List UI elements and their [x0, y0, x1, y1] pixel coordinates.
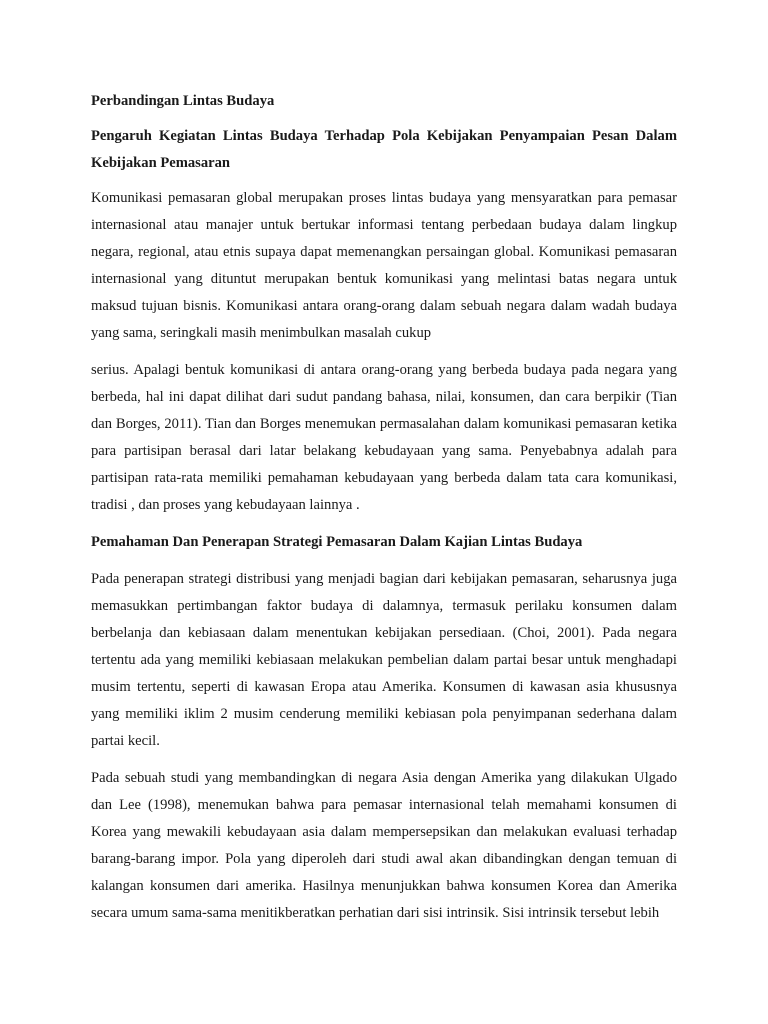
paragraph-4: Pada sebuah studi yang membandingkan di negara Asia dengan Amerika yang dilakukan Ulgado dan Lee (1998), menemukan bahwa para pemasar internasional telah memahami konsumen di Korea yang mewakili kebudayaan asia dalam mempersepsikan dan melakukan evaluasi terhadap barang-barang impor. Pola yang diperoleh dari studi awal akan dibandingkan dengan temuan di kalangan konsumen dari amerika. Hasilnya menunjukkan bahwa konsumen Korea dan Amerika secara umum sama-sama menitikberatkan perhatian dari sisi intrinsik. Sisi intrinsik tersebut lebih: [91, 770, 677, 921]
paragraph-2: serius. Apalagi bentuk komunikasi di antara orang-orang yang berbeda budaya pada negara yang berbeda, hal ini dapat dilihat dari sudut pandang bahasa, nilai, konsumen, dan cara berpikir (Tian dan Borges, 2011). Tian dan Borges menemukan permasalahan dalam komunikasi pemasaran ketika para partisipan berasal dari latar belakang kebudayaan yang sama. Penyebabnya adalah para partisipan rata-rata memiliki pemahaman kebudayaan yang berbeda dalam tata cara komunikasi, tradisi , dan proses yang kebudayaan lainnya .: [91, 362, 677, 513]
section-heading-2: Pemahaman Dan Penerapan Strategi Pemasaran Dalam Kajian Lintas Budaya: [91, 534, 583, 550]
section-heading-1: Pengaruh Kegiatan Lintas Budaya Terhadap Pola Kebijakan Penyampaian Pesan Dalam Kebijakan Pemasaran: [91, 128, 677, 171]
paragraph-3: Pada penerapan strategi distribusi yang menjadi bagian dari kebijakan pemasaran, seharusnya juga memasukkan pertimbangan faktor budaya di dalamnya, termasuk perilaku konsumen dalam berbelanja dan kebiasaan dalam menentukan kebijakan persediaan. (Choi, 2001). Pada negara tertentu ada yang memiliki kebiasaan melakukan pembelian dalam partai besar untuk menghadapi musim tertentu, seperti di kawasan Eropa atau Amerika. Konsumen di kawasan asia khususnya yang memiliki iklim 2 musim cenderung memiliki kebiasan pola penyimpanan sederhana dalam partai kecil.: [91, 571, 677, 749]
document-page: [91, 88, 677, 927]
document-title: Perbandingan Lintas Budaya: [91, 93, 275, 109]
paragraph-1: Komunikasi pemasaran global merupakan proses lintas budaya yang mensyaratkan para pemasar internasional atau manajer untuk bertukar informasi tentang perbedaan budaya dalam lingkup negara, regional, atau etnis supaya dapat memenangkan persaingan global. Komunikasi pemasaran internasional yang dituntut merupakan bentuk komunikasi yang melintasi batas negara untuk maksud tujuan bisnis. Komunikasi antara orang-orang dalam sebuah negara dalam wadah budaya yang sama, seringkali masih menimbulkan masalah cukup: [91, 190, 677, 341]
